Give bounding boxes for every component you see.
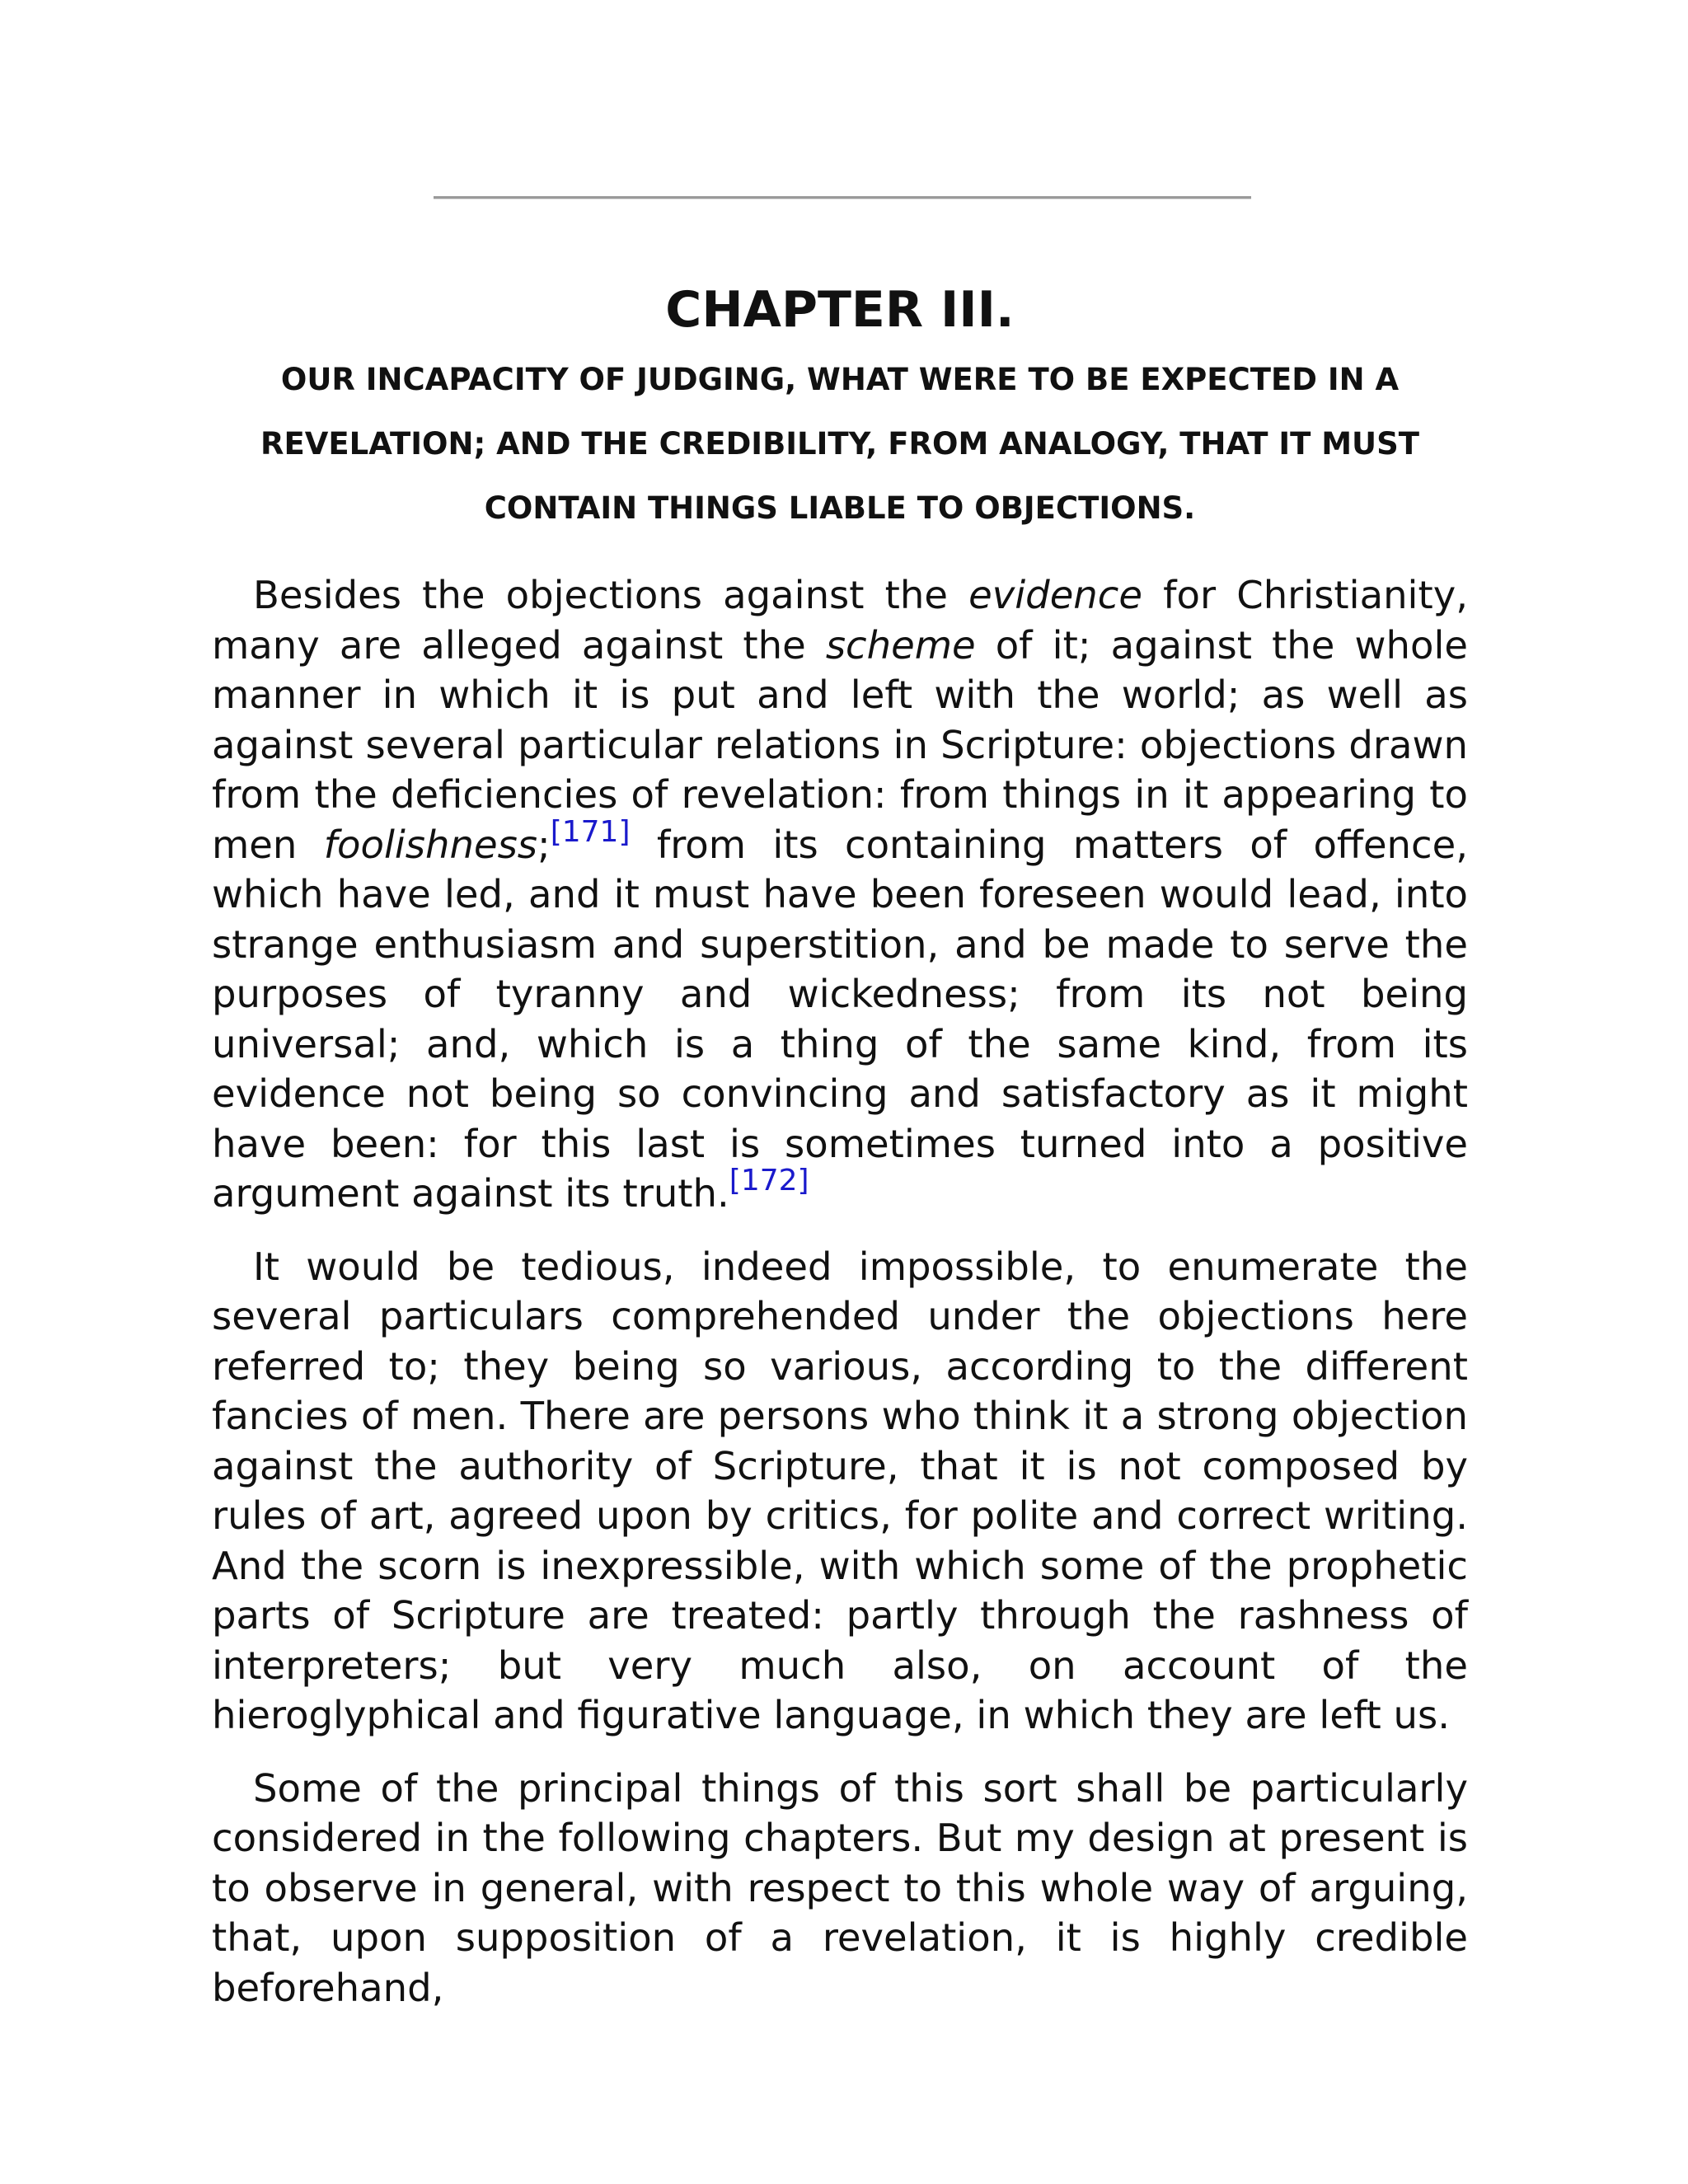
emphasis-evidence: evidence [968,573,1142,617]
paragraph-3: Some of the principal things of this sort shall be particularly considered in the following chapters. But my design at present is to observe in general, with respect to this whole way of arguing, that, upon supposition of a revelation, it is highly credible beforehand, [212,1765,1468,2010]
emphasis-scheme: scheme [825,622,976,668]
paragraph-1-text: Besides the objections against the [253,573,969,617]
footnote-link-172[interactable]: [172] [729,1164,809,1197]
emphasis-foolishness: foolishness [323,822,538,867]
paragraph-1-text: of it; against the whole manner in which it is put and left with the world; as well as against several particular relations in Scripture: objections drawn from the deficiencies of revelation: from things in it appearing to men [212,622,1468,867]
horizontal-rule [434,196,1251,199]
paragraph-1-text: ; [537,822,551,867]
footnote-link-171[interactable]: [171] [550,814,631,849]
paragraph-1-text: for Christianity, many are alleged against the [212,573,1468,668]
paragraph-2: It would be tedious, indeed impossible, to enumerate the several particulars comprehended under the objections here referred to; they being so various, according to the different fancies of men. There are persons who think it a strong objection against the authority of Scripture, that it is not composed by rules of art, agreed upon by critics, for polite and correct writing. And the scorn is inexpressible, with which some of the prophetic parts of Scripture are treated: partly through the rashness of interpreters; but very much also, on account of the hieroglyphical and figurative language, in which they are left us. [212,1244,1468,1737]
paragraph-1 [212,570,1468,1219]
chapter-subtitle: OUR INCAPACITY OF JUDGING, WHAT WERE TO BE EXPECTED IN A REVELATION; AND THE CREDIBILITY, FROM ANALOGY, THAT IT MUST CONTAIN THINGS LIABLE TO OBJECTIONS. [260,362,1419,526]
chapter-title: CHAPTER III. [665,281,1015,339]
paragraph-1-text: from its containing matters of offence, which have led, and it must have been foreseen would lead, into strange enthusiasm and superstition, and be made to serve the purposes of tyranny and wickedness; from its not being universal; and, which is a thing of the same kind, from its evidence not being so convincing and satisfactory as it might have been: for this last is sometimes turned into a positive argument against its truth. [212,822,1468,1216]
page-content [212,280,1468,2036]
